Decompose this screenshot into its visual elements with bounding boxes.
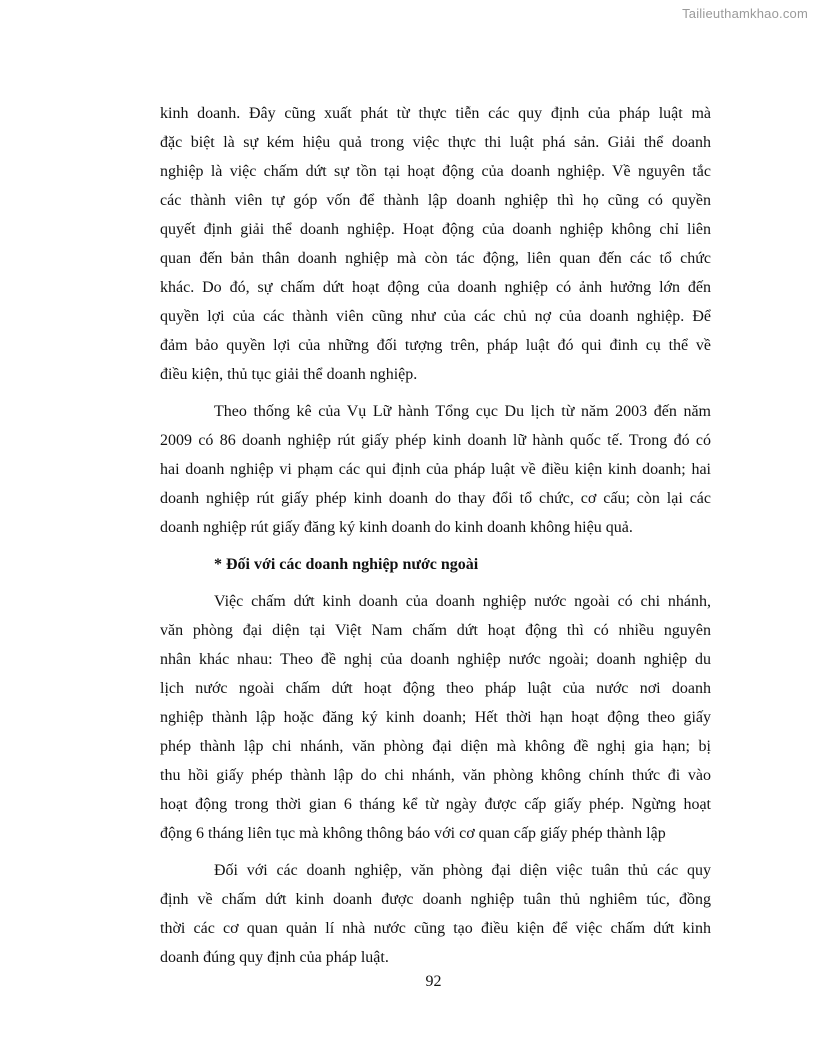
text-line: 2009 có 86 doanh nghiệp rút giấy phép kinh doanh lữ hành quốc tế. Trong đó có: [160, 432, 711, 449]
text-line: Đối với các doanh nghiệp, văn phòng đại diện việc tuân thủ các quy: [214, 862, 711, 879]
paragraph-1: [160, 99, 711, 389]
text-line: doanh đúng quy định của pháp luật.: [160, 949, 389, 966]
text-line: văn phòng đại diện tại Việt Nam chấm dứt hoạt động thì có nhiều nguyên: [160, 622, 711, 639]
text-line: thu hồi giấy phép thành lập do chi nhánh, văn phòng không chính thức đi vào: [160, 767, 711, 784]
text-line: Việc chấm dứt kinh doanh của doanh nghiệp nước ngoài có chi nhánh,: [214, 593, 711, 610]
text-line: quan đến bản thân doanh nghiệp mà còn tác động, liên quan đến các tổ chức: [160, 250, 711, 267]
paragraph-4: [160, 856, 711, 972]
text-line: nghiệp là việc chấm dứt sự tồn tại hoạt động của doanh nghiệp. Về nguyên tắc: [160, 163, 711, 180]
text-line: khác. Do đó, sự chấm dứt hoạt động của doanh nghiệp có ảnh hưởng lớn đến: [160, 279, 711, 296]
text-line: thời các cơ quan quản lí nhà nước cũng tạo điều kiện để việc chấm dứt kinh: [160, 920, 711, 937]
paragraph-2: [160, 397, 711, 542]
text-line: nghiệp thành lập hoặc đăng ký kinh doanh; Hết thời hạn hoạt động theo giấy: [160, 709, 711, 726]
text-line: phép thành lập chi nhánh, văn phòng đại diện mà không đề nghị gia hạn; bị: [160, 738, 711, 755]
text-line: hoạt động trong thời gian 6 tháng kể từ ngày được cấp giấy phép. Ngừng hoạt: [160, 796, 711, 813]
text-line: kinh doanh. Đây cũng xuất phát từ thực tiễn các quy định của pháp luật mà: [160, 105, 711, 122]
text-line: nhân khác nhau: Theo đề nghị của doanh nghiệp nước ngoài; doanh nghiệp du: [160, 651, 711, 668]
text-line: lịch nước ngoài chấm dứt hoạt động theo pháp luật của nước nơi doanh: [160, 680, 711, 697]
page-number: 92: [425, 973, 442, 990]
watermark-text: Tailieuthamkhao.com: [682, 6, 808, 21]
text-line: đảm bảo quyền lợi của những đối tượng trên, pháp luật đó qui đinh cụ thể về: [160, 337, 711, 354]
text-line: động 6 tháng liên tục mà không thông báo với cơ quan cấp giấy phép thành lập: [160, 825, 666, 842]
text-line: định về chấm dứt kinh doanh được doanh nghiệp tuân thủ nghiêm túc, đồng: [160, 891, 711, 908]
text-line: doanh nghiệp rút giấy phép kinh doanh do thay đổi tổ chức, cơ cấu; còn lại các: [160, 490, 711, 507]
text-line: quyết định giải thể doanh nghiệp. Hoạt động của doanh nghiệp không chỉ liên: [160, 221, 711, 238]
text-line: hai doanh nghiệp vi phạm các qui định của pháp luật về điều kiện kinh doanh; hai: [160, 461, 711, 478]
text-line: doanh nghiệp rút giấy đăng ký kinh doanh do kinh doanh không hiệu quả.: [160, 519, 633, 536]
text-line: các thành viên tự góp vốn để thành lập doanh nghiệp thì họ cũng có quyền: [160, 192, 711, 209]
text-line: đặc biệt là sự kém hiệu quả trong việc thực thi luật phá sản. Giải thể doanh: [160, 134, 711, 151]
paragraph-3: [160, 587, 711, 848]
section-heading: * Đối với các doanh nghiệp nước ngoài: [214, 556, 479, 573]
document-body: [160, 99, 711, 972]
text-line: quyền lợi của các thành viên cũng như của các chủ nợ của doanh nghiệp. Để: [160, 308, 711, 325]
text-line: điều kiện, thủ tục giải thể doanh nghiệp.: [160, 366, 418, 383]
text-line: Theo thống kê của Vụ Lữ hành Tổng cục Du lịch từ năm 2003 đến năm: [214, 403, 711, 420]
